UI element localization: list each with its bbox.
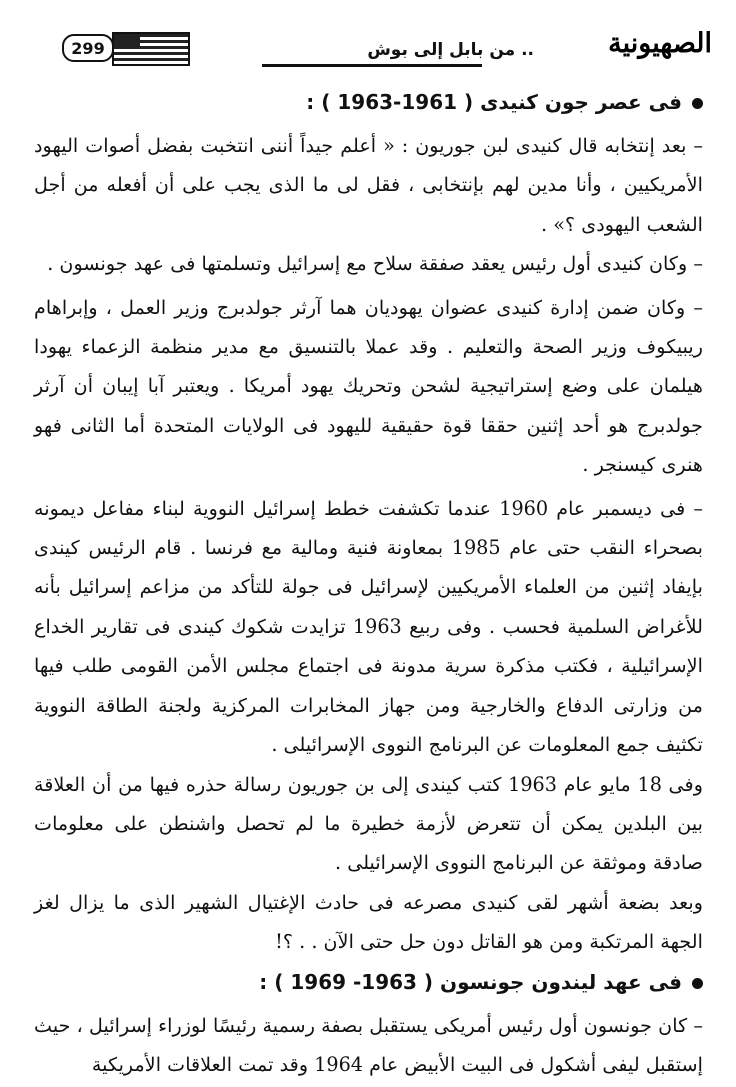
paragraph: – بعد إنتخابه قال كنيدى لبن جوريون : « أعلم جيداً أننى انتخبت بفضل أصوات اليهود الأمريكيين ، وأنا مدين لهم بإنتخابى ، فقل لى ما الذى يجب على أن أفعله من أجل الشعب اليهودى ؟» .: [34, 134, 703, 236]
paragraph: وفى 18 مايو عام 1963 كتب كيندى إلى بن جوريون رسالة حذره فيها من أن العلاقة بين البلدين يمكن أن تتعرض لأزمة خطيرة ما لم تحصل واشنطن على معلومات صادقة وموثقة عن البرنامج النووى الإسرائيلى .: [34, 772, 703, 875]
page-content: [34, 82, 703, 1084]
paragraph: – وكان ضمن إدارة كنيدى عضوان يهوديان هما آرثر جولدبرج وزير العمل ، وإبراهام ريبيكوف وزير الصحة والتعليم . وقد عملا بالتنسيق مع مدير منظمة الزعماء يهودا هيلمان على وضع إستراتيجية لشحن وتحريك يهود أمريكا . ويعتبر آبا إيبان أن آرثر جولدبرج هو أحد إثنين حققا قوة حقيقية لليهود فى الولايات المتحدة أما الثانى فهو هنرى كيسنجر .: [34, 295, 704, 477]
flag-icon: [112, 32, 190, 66]
section-heading-johnson: [34, 962, 703, 1002]
paragraph: – كان جونسون أول رئيس أمريكى يستقبل بصفة رسمية رئيسًا لوزراء إسرائيل ، حيث إستقبل ليفى أشكول فى البيت الأبيض عام 1964 وقد تمت العلاقات الأمريكية: [34, 1013, 703, 1076]
section-heading-kennedy: [34, 82, 703, 122]
header-rule: [262, 64, 482, 67]
page-number: 299: [62, 34, 114, 62]
running-header: [62, 26, 712, 78]
book-title-logo: الصهيونية: [608, 28, 712, 59]
bullet-icon: [692, 98, 703, 109]
paragraph: – وكان كنيدى أول رئيس يعقد صفقة سلاح مع إسرائيل وتسلمتها فى عهد جونسون .: [47, 252, 703, 276]
paragraph: – فى ديسمبر عام 1960 عندما تكشفت خطط إسرائيل النووية لبناء مفاعل ديمونه بصحراء النقب حتى عام 1985 بمعاونة فنية ومالية مع فرنسا . قام الرئيس كيندى بإيفاد إثنين من العلماء الأمريكيين لإسرائيل فى جولة للتأكد من مزاعم إسرائيل بأنه للأغراض السلمية فحسب . وفى ربيع 1963 تزايدت شكوك كيندى فى تقارير الخداع الإسرائيلية ، فكتب مذكرة سرية مدونة فى اجتماع مجلس الأمن القومى طلب فيها من وزارتى الدفاع والخارجية ومن جهاز المخابرات المركزية ولجنة الطاقة النووية تكثيف جمع المعلومات عن البرنامج النووى الإسرائيلى .: [34, 496, 703, 757]
book-subtitle: .. من بابل إلى بوش: [367, 40, 534, 60]
section-heading-text: فى عهد ليندون جونسون ( 1963- 1969 ) :: [259, 969, 682, 994]
section-heading-text: فى عصر جون كنيدى ( 1961-1963 ) :: [306, 90, 682, 114]
bullet-icon: [692, 978, 703, 989]
paragraph: وبعد بضعة أشهر لقى كنيدى مصرعه فى حادث الإغتيال الشهير الذى ما يزال لغز الجهة المرتكبة ومن هو القاتل دون حل حتى الآن . . ؟!: [34, 890, 703, 954]
